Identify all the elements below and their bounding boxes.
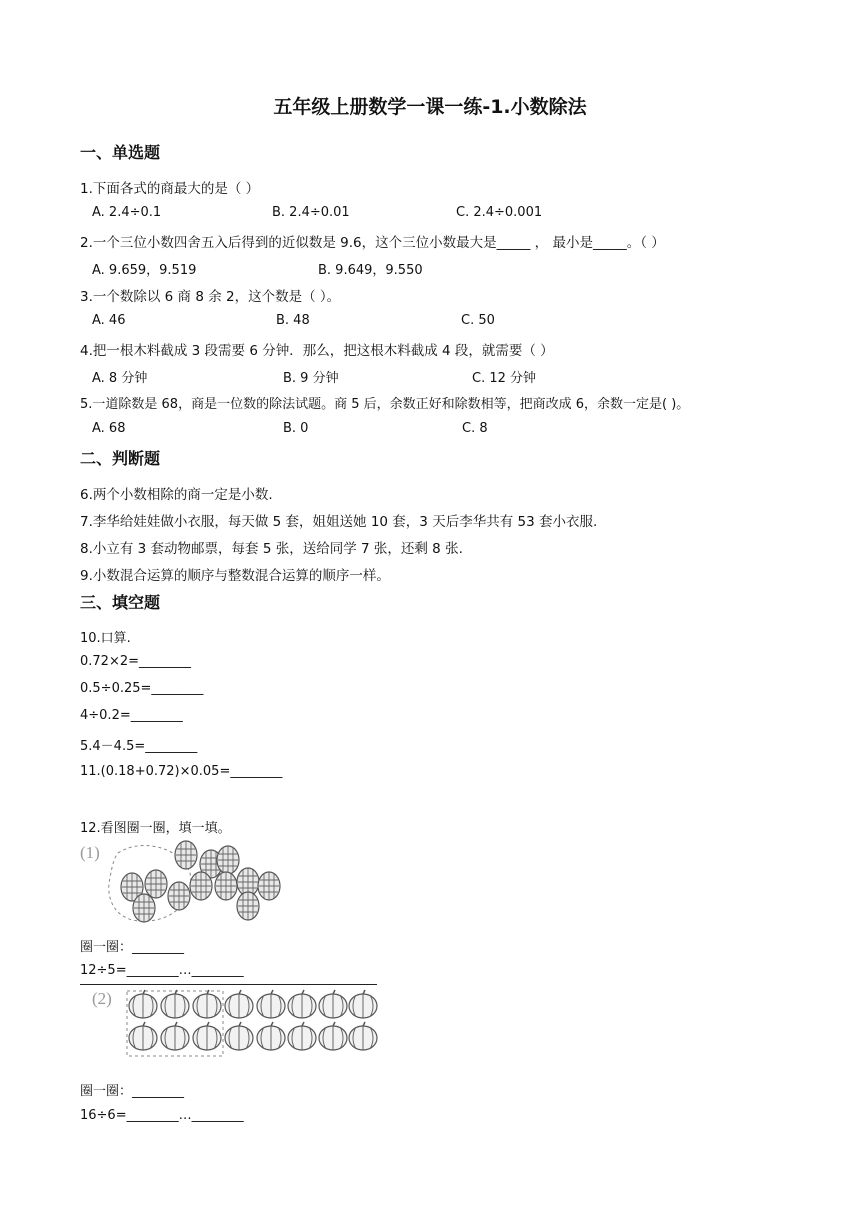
q1-option-b: B. 2.4÷0.01	[272, 205, 350, 220]
q3-option-c: C. 50	[461, 313, 495, 328]
pinecone-figure	[80, 838, 285, 928]
q5-option-c: C. 8	[462, 421, 488, 436]
question-3: 3.一个数除以 6 商 8 余 2，这个数是（ ）。	[80, 289, 341, 305]
question-2: 2.一个三位小数四舍五入后得到的近似数是 9.6，这个三位小数最大是_____ ， 最小是_____。（ ）	[80, 235, 665, 251]
q10-item-4: 5.4－4.5=________	[80, 739, 198, 754]
q4-option-a: A. 8 分钟	[92, 371, 148, 386]
figure-2-label: (2)	[92, 989, 112, 1008]
q2-option-b: B. 9.649，9.550	[318, 263, 423, 278]
fig1-equation: 12÷5=________…________	[80, 963, 244, 978]
q4-option-c: C. 12 分钟	[472, 371, 537, 386]
section-heading-fill: 三、填空题	[80, 593, 161, 612]
question-1: 1.下面各式的商最大的是（ ）	[80, 181, 260, 197]
q10-item-1: 0.72×2=________	[80, 654, 192, 669]
page-title: 五年级上册数学一课一练-1.小数除法	[273, 96, 587, 118]
figure-1-label: (1)	[80, 843, 100, 862]
q10-item-2: 0.5÷0.25=________	[80, 681, 204, 696]
q5-option-a: A. 68	[92, 421, 126, 436]
question-4: 4.把一根木料截成 3 段需要 6 分钟．那么，把这根木料截成 4 段，就需要（ ）	[80, 343, 554, 359]
q4-option-b: B. 9 分钟	[283, 371, 339, 386]
question-8: 8.小立有 3 套动物邮票，每套 5 张，送给同学 7 张，还剩 8 张.	[80, 541, 463, 557]
question-10: 10.口算.	[80, 631, 131, 646]
fig2-circle-blank: 圈一圈：________	[80, 1084, 185, 1099]
q3-option-a: A. 46	[92, 313, 126, 328]
pumpkin-figure	[80, 986, 380, 1058]
question-11: 11.(0.18+0.72)×0.05=________	[80, 764, 283, 779]
q1-option-a: A. 2.4÷0.1	[92, 205, 162, 220]
fig1-circle-blank: 圈一圈：________	[80, 940, 185, 955]
section-heading-judge: 二、判断题	[80, 449, 161, 468]
question-6: 6.两个小数相除的商一定是小数.	[80, 487, 273, 503]
question-7: 7.李华给娃娃做小衣服，每天做 5 套，姐姐送她 10 套，3 天后李华共有 53 套小衣服.	[80, 514, 598, 530]
q3-option-b: B. 48	[276, 313, 310, 328]
q2-option-a: A. 9.659，9.519	[92, 263, 197, 278]
question-9: 9.小数混合运算的顺序与整数混合运算的顺序一样。	[80, 568, 390, 584]
fig2-equation: 16÷6=________…________	[80, 1108, 244, 1123]
section-heading-choice: 一、单选题	[80, 143, 161, 162]
q10-item-3: 4÷0.2=________	[80, 708, 183, 723]
question-5: 5.一道除数是 68，商是一位数的除法试题。商 5 后，余数正好和除数相等，把商改成 6，余数一定是( )。	[80, 397, 690, 412]
q1-option-c: C. 2.4÷0.001	[456, 205, 543, 220]
divider-line	[80, 984, 377, 985]
question-12: 12.看图圈一圈，填一填。	[80, 821, 231, 836]
q5-option-b: B. 0	[283, 421, 309, 436]
